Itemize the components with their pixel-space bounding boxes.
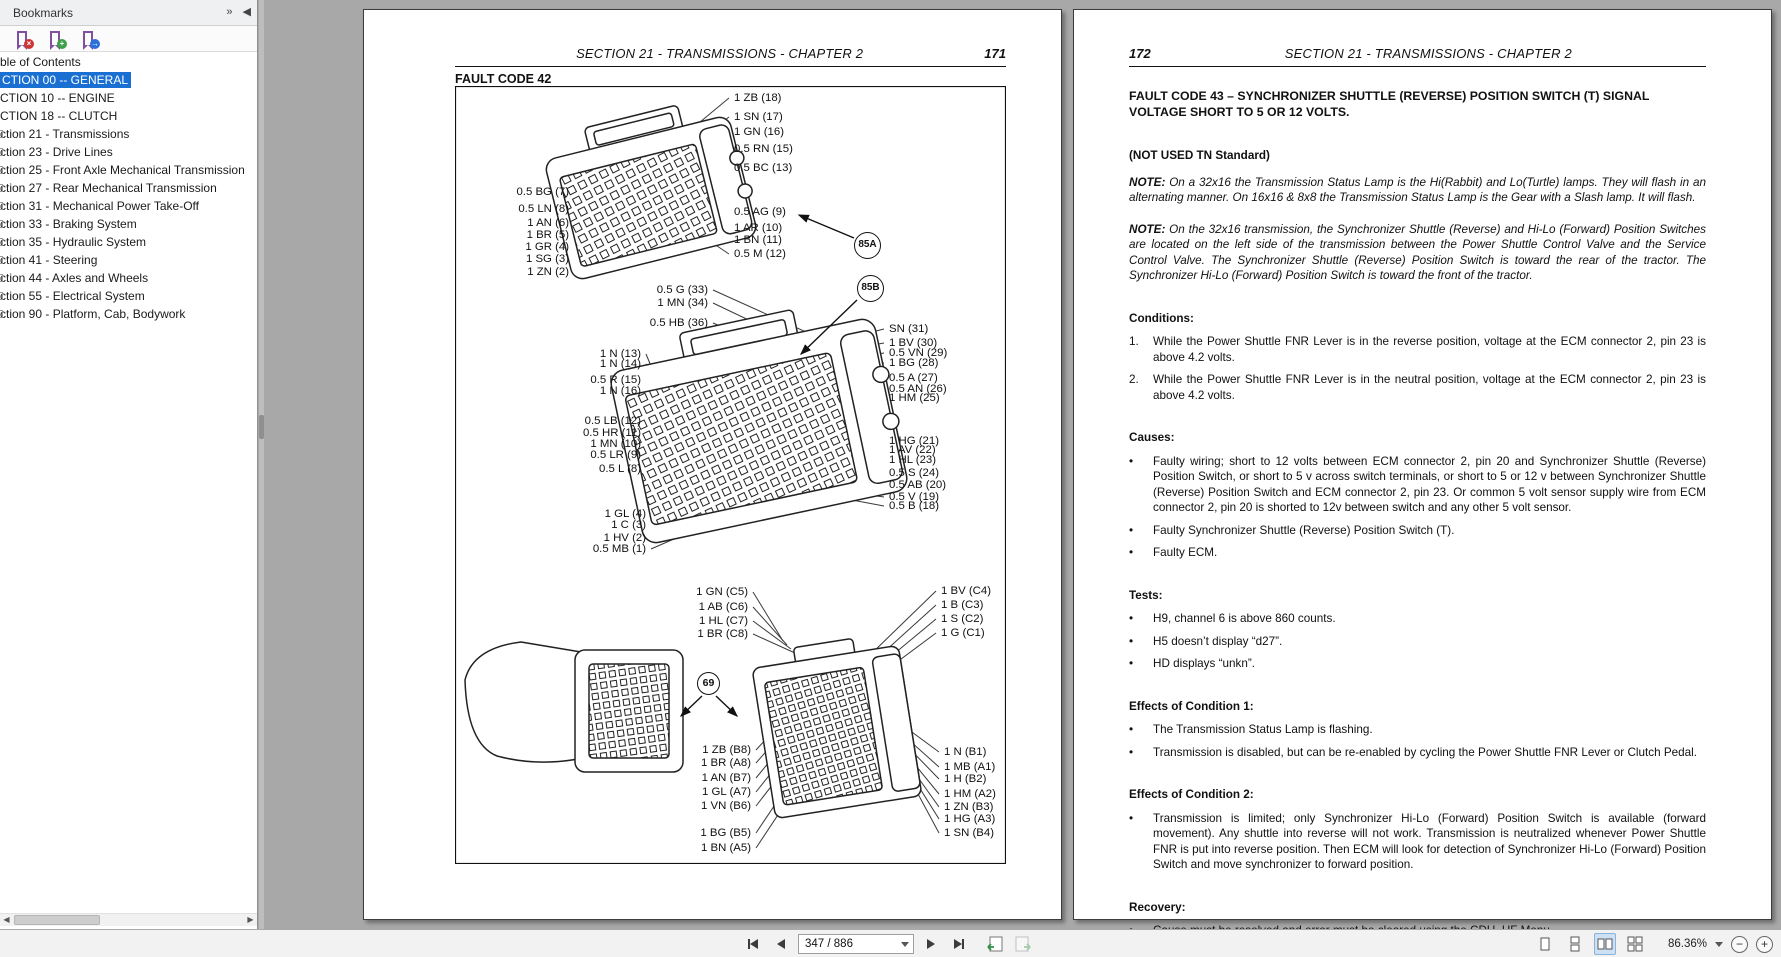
- bookmark-item[interactable]: ction 23 - Drive Lines: [0, 145, 113, 159]
- wire-label: 1 AN (6): [527, 217, 569, 229]
- two-page-scroll-view-button[interactable]: [1624, 933, 1646, 955]
- page-number: 172: [1129, 46, 1151, 61]
- page-number-input[interactable]: [798, 934, 914, 954]
- wire-label: 1 MB (A1): [944, 761, 996, 773]
- section-header: SECTION 21 - TRANSMISSIONS - CHAPTER 2: [576, 46, 864, 61]
- add-bookmark-icon[interactable]: +: [49, 31, 64, 47]
- wire-label: 0.5 A (27): [889, 372, 938, 384]
- wire-label: 1 AR (10): [734, 222, 783, 234]
- bookmark-item[interactable]: ction 31 - Mechanical Power Take-Off: [0, 199, 199, 213]
- wire-label: 1 BG (B5): [700, 827, 751, 839]
- wire-label: 1 AN (B7): [701, 772, 751, 784]
- section-heading: Conditions:: [1129, 311, 1194, 325]
- wire-label: 1 GN (C5): [696, 586, 748, 598]
- fault-code-43-body: [1129, 72, 1706, 946]
- list-item: 1. While the Power Shuttle FNR Lever is in the reverse position, voltage at the ECM connector 2, pin 23 is above 4.2 volts.: [1129, 335, 1706, 364]
- next-view-button[interactable]: [1012, 933, 1034, 955]
- wire-label: 1 VN (B6): [700, 800, 751, 812]
- wire-label: 1 HM (A2): [944, 788, 996, 800]
- wire-label: 0.5 HB (36): [649, 317, 708, 329]
- wire-label: 1 BR (5): [526, 229, 569, 241]
- wire-label: 1 BR (C8): [697, 628, 748, 640]
- scroll-right-icon[interactable]: ▶: [247, 915, 254, 924]
- header-rule: [455, 66, 1006, 67]
- wire-label: 0.5 BG (7): [516, 186, 569, 198]
- bookmark-item[interactable]: ction 55 - Electrical System: [0, 289, 145, 303]
- bookmarks-horizontal-scrollbar[interactable]: [0, 913, 257, 926]
- list-item: • HD displays “unkn”.: [1129, 657, 1255, 670]
- bookmark-list: [0, 53, 257, 885]
- wire-label: 1 N (14): [599, 358, 641, 370]
- list-item: • Faulty wiring; short to 12 volts between ECM connector 2, pin 20 and Synchronizer Shuttle (Reverse) Position Switch, or short to 5 v across switch terminals, or short to 5 or 12 v between Synchronizer Shuttle (Reverse) Position Switch and ECM connector 2, pin 23. Or common 5 volt sensor supply wire from ECM connector 2, pin 20 is shorted to 12v between switch and any other 5 volt sensor.: [1129, 454, 1706, 514]
- wire-label: 0.5 LR (9): [590, 449, 641, 461]
- wire-label: 0.5 S (24): [889, 467, 940, 479]
- wire-label: 1 HG (21): [889, 435, 940, 447]
- previous-view-icon: [986, 935, 1004, 953]
- goto-bookmark-icon[interactable]: →: [82, 31, 97, 47]
- bookmark-item[interactable]: ction 35 - Hydraulic System: [0, 235, 147, 249]
- bookmark-item[interactable]: ction 41 - Steering: [0, 253, 98, 267]
- wire-label: 0.5 LN (8): [518, 203, 569, 215]
- wire-label: 1 N (13): [599, 348, 641, 360]
- wire-label: 1 ZB (18): [734, 92, 782, 104]
- wire-label: 1 GL (4): [604, 508, 646, 520]
- wire-label: 1 BV (C4): [941, 585, 992, 597]
- wire-label: 1 B (C3): [941, 599, 984, 611]
- fault-code-43-title: FAULT CODE 43 – SYNCHRONIZER SHUTTLE (REVERSE) POSITION SWITCH (T) SIGNAL VOLTAGE SHORT TO 5 OR 12 VOLTS.: [1129, 89, 1650, 119]
- wire-label: 1 SN (17): [734, 111, 783, 123]
- page-number: 171: [984, 46, 1006, 61]
- wire-label: 1 ZB (B8): [702, 744, 751, 756]
- wire-label: 1 MN (10): [590, 438, 641, 450]
- section-header: SECTION 21 - TRANSMISSIONS - CHAPTER 2: [1284, 46, 1572, 61]
- wire-label: 1 S (C2): [941, 613, 984, 625]
- wire-label: 1 SN (B4): [944, 827, 995, 839]
- section-heading: Recovery:: [1129, 900, 1186, 914]
- page-dropdown-caret-icon[interactable]: [901, 942, 909, 947]
- bookmark-item[interactable]: CTION 00 -- GENERAL: [0, 71, 257, 89]
- wire-label: 0.5 MB (1): [592, 543, 646, 555]
- bookmark-item[interactable]: CTION 10 -- ENGINE: [0, 91, 115, 105]
- list-item: • Transmission is disabled, but can be re-enabled by cycling the Power Shuttle FNR Lever or Clutch Pedal.: [1129, 745, 1697, 759]
- wire-label: 0.5 HR (11): [582, 427, 641, 439]
- wire-label: 1 BV (30): [889, 337, 938, 349]
- wire-label: 0.5 R (15): [590, 374, 641, 386]
- wire-label: 1 HG (A3): [944, 813, 996, 825]
- two-page-view-button[interactable]: [1594, 933, 1616, 955]
- wire-label: 1 AV (22): [889, 444, 936, 456]
- note-2: NOTE: On the 32x16 transmission, the Synchronizer Shuttle (Reverse) and Hi-Lo (Forward) Position Switches are located on the left side of the transmission between the Power Shuttle Control Valve and the Service Control Valve. The Synchronizer Shuttle (Reverse) Position Switch is toward the rear of the tractor. The Synchronizer Hi-Lo (Forward) Position Switch is toward the front of the tractor.: [1129, 222, 1706, 282]
- bookmark-item[interactable]: CTION 18 -- CLUTCH: [0, 109, 118, 123]
- two-page-icon: [1597, 936, 1613, 952]
- wire-label: 1 HL (23): [889, 454, 937, 466]
- panel-splitter[interactable]: [259, 0, 264, 929]
- fault-sections: [1129, 311, 1706, 939]
- two-page-scroll-icon: [1627, 936, 1643, 952]
- zoom-dropdown-caret-icon[interactable]: [1715, 942, 1723, 947]
- wire-label: 1 G (C1): [941, 627, 985, 639]
- bookmark-item[interactable]: ction 27 - Rear Mechanical Transmission: [0, 181, 217, 195]
- bookmark-item[interactable]: ction 25 - Front Axle Mechanical Transmission: [0, 163, 245, 177]
- wire-label: 0.5 L (8): [599, 463, 641, 475]
- wire-label: 1 ZN (B3): [944, 801, 994, 813]
- list-item: • Transmission is limited; only Synchronizer Hi-Lo (Forward) Position Switch is available (forward movement). Any shuttle into reverse will not work. Transmission is neutralized whenever Power Shuttle FNR is put into reverse position. Then ECM will look for detection of Synchronizer Hi-Lo (Forward) Position Switch and move synchronizer to forward position.: [1129, 811, 1706, 871]
- wire-label: 0.5 LB (12): [584, 415, 641, 427]
- wire-label: 1 HL (C7): [699, 615, 748, 627]
- header-rule: [1129, 66, 1706, 67]
- wire-label: 1 GR (4): [525, 241, 569, 253]
- wire-label: 1 H (B2): [944, 773, 987, 785]
- previous-page-button[interactable]: [770, 933, 792, 955]
- wire-label: 1 N (16): [599, 385, 641, 397]
- wire-label: 0.5 AB (20): [889, 479, 946, 491]
- figure-canvas: [455, 86, 1006, 864]
- bookmark-item[interactable]: ction 21 - Transmissions: [0, 127, 130, 141]
- section-heading: Causes:: [1129, 431, 1175, 444]
- bookmarks-panel-header: [0, 0, 257, 26]
- wire-label: 1 BN (11): [734, 234, 782, 246]
- fault-code-42-title: FAULT CODE 42: [455, 72, 552, 86]
- callout-85A: 85A: [854, 232, 881, 259]
- bookmark-item[interactable]: ction 33 - Braking System: [0, 217, 137, 231]
- zoom-out-button[interactable]: −: [1731, 936, 1748, 953]
- panel-options-icon[interactable]: »: [226, 6, 233, 18]
- note-1: NOTE: On a 32x16 the Transmission Status Lamp is the Hi(Rabbit) and Lo(Turtle) lamps. They will flash in an alternating manner. On 16x16 & 8x8 the Transmission Status Lamp is the Gear with a Slash lamp. It will flash.: [1129, 175, 1706, 204]
- list-item: 2. While the Power Shuttle FNR Lever is in the neutral position, voltage at the ECM connector 2, pin 23 is above 4.2 volts.: [1129, 373, 1706, 402]
- bookmark-item[interactable]: ction 44 - Axles and Wheels: [0, 271, 149, 285]
- pdf-page-172: [1073, 9, 1772, 920]
- wire-label: 0.5 V (19): [889, 491, 940, 503]
- single-page-icon: [1537, 936, 1553, 952]
- next-page-button[interactable]: [920, 933, 942, 955]
- wire-label: 1 GN (16): [734, 126, 785, 138]
- wire-label: 0.5 G (33): [656, 284, 708, 296]
- section-heading: Effects of Condition 1:: [1129, 699, 1254, 713]
- continuous-scroll-icon: [1567, 936, 1583, 952]
- list-item: • Faulty ECM.: [1129, 546, 1218, 559]
- wire-label: 1 AB (C6): [698, 601, 748, 613]
- section-heading: Effects of Condition 2:: [1129, 788, 1254, 801]
- first-page-button[interactable]: [742, 933, 764, 955]
- callout-69: 69: [697, 672, 720, 695]
- list-item: • Faulty Synchronizer Shuttle (Reverse) Position Switch (T).: [1129, 523, 1455, 537]
- wire-label: 1 HV (2): [603, 532, 646, 544]
- pdf-page-171: [363, 9, 1062, 920]
- next-view-icon: [1014, 935, 1032, 953]
- continuous-scroll-view-button[interactable]: [1564, 933, 1586, 955]
- wire-label: 0.5 VN (29): [889, 347, 948, 359]
- wire-label: 0.5 AN (26): [889, 383, 947, 395]
- wire-label: 1 MN (34): [657, 297, 708, 309]
- previous-view-button[interactable]: [984, 933, 1006, 955]
- list-item: • H9, channel 6 is above 860 counts.: [1129, 612, 1336, 625]
- wire-label: 0.5 M (12): [734, 248, 786, 260]
- wire-label: 1 C (3): [611, 519, 646, 531]
- list-item: • The Transmission Status Lamp is flashing.: [1129, 723, 1373, 736]
- single-page-view-button[interactable]: [1534, 933, 1556, 955]
- wire-label: 1 BN (A5): [700, 842, 751, 854]
- wire-label: 1 N (B1): [944, 746, 987, 758]
- bookmarks-panel-title: Bookmarks: [13, 5, 74, 20]
- bookmark-item[interactable]: ble of Contents: [0, 55, 81, 69]
- bookmarks-toolbar: [0, 26, 257, 52]
- scroll-left-icon[interactable]: ◀: [3, 915, 10, 924]
- collapse-panel-icon[interactable]: ◀: [242, 6, 251, 18]
- bottom-toolbar: [0, 929, 1781, 957]
- callout-85B: 85B: [857, 275, 884, 302]
- delete-bookmark-icon[interactable]: ×: [16, 31, 31, 47]
- list-item: • H5 doesn’t display “d27”.: [1129, 634, 1283, 648]
- zoom-in-button[interactable]: +: [1756, 936, 1773, 953]
- wire-label: 0.5 BC (13): [734, 162, 793, 174]
- wire-label: 1 BG (28): [889, 357, 939, 369]
- bookmark-item[interactable]: ction 90 - Platform, Cab, Bodywork: [0, 307, 186, 321]
- splitter-grip[interactable]: [259, 415, 264, 439]
- bookmarks-panel: [0, 0, 258, 929]
- section-heading: Tests:: [1129, 588, 1163, 602]
- not-used-note: (NOT USED TN Standard): [1129, 149, 1270, 162]
- wire-label: 0.5 AG (9): [734, 206, 786, 218]
- wire-label: 0.5 B (18): [889, 500, 940, 512]
- scrollbar-thumb[interactable]: [14, 915, 100, 925]
- wire-label: SN (31): [889, 323, 929, 335]
- wire-label: 1 SG (3): [525, 253, 569, 265]
- last-page-button[interactable]: [948, 933, 970, 955]
- wire-label: 0.5 RN (15): [734, 143, 793, 155]
- wire-label: 1 BR (A8): [700, 757, 751, 769]
- wire-label: 1 GL (A7): [702, 786, 751, 798]
- wire-label: 1 ZN (2): [527, 266, 569, 278]
- wire-label: 1 HM (25): [889, 392, 940, 404]
- zoom-level[interactable]: 86.36%: [1667, 938, 1707, 950]
